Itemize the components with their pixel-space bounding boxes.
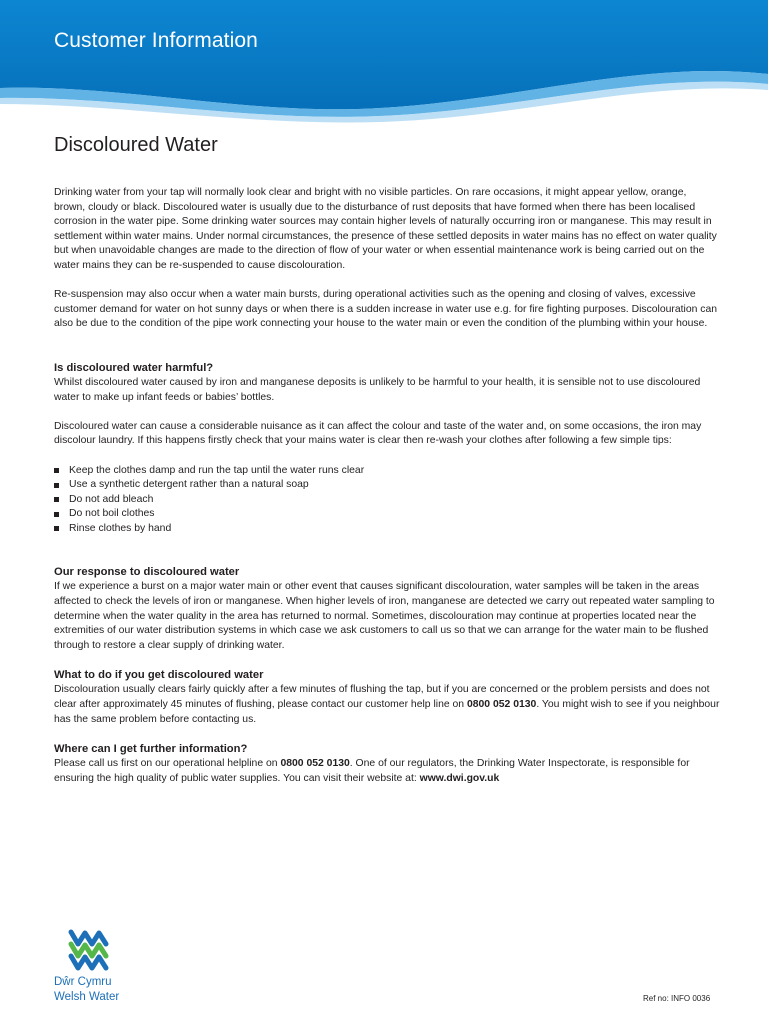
intro-paragraph-1: Drinking water from your tap will normally look clear and bright with no visible particles. On rare occasions, it might appear yellow, orange, brown, cloudy or black. Discoloured water is usually due to the disturbance of rust deposits that have formed when there has been localised corrosion in the water pipe. Some drinking water sources may contain higher levels of naturally occurring iron or manganese. This may result in settlement within water mains. Under normal circumstances, the presence of these settled deposits in water mains has no effect on water quality but when unavoidable changes are made to the direction of flow of your water or when essential maintenance work is being carried out on the water mains they can be re-suspended to cause discolouration.: [54, 187, 717, 271]
document-body: [54, 186, 720, 801]
helpline-phone: 0800 052 0130: [466, 699, 537, 711]
tip-item: Use a synthetic detergent rather than a natural soap: [54, 478, 720, 493]
harmful-paragraph-2: Discoloured water can cause a considerable nuisance as it can affect the colour and taste of the water and, on some occasions, the iron may discolour laundry. If this happens firstly check that your mains water is clear then re-wash your clothes after following a few simple tips:: [54, 420, 702, 447]
wave-banner: [0, 0, 768, 125]
further-info-paragraph: Please call us first on our operational helpline on 0800 052 0130. One of our regulators, the Drinking Water Inspectorate, is responsible for ensuring the high quality of public water supplies. You can visit their website at: www.dwi.gov.uk: [54, 758, 690, 784]
tip-item: Rinse clothes by hand: [54, 522, 720, 537]
tip-item: Do not add bleach: [54, 493, 720, 508]
harmful-heading: Is discoloured water harmful?: [54, 361, 214, 374]
section-what-to-do: [54, 668, 720, 727]
header-title: Customer Information: [54, 29, 258, 52]
welsh-water-logo: [54, 928, 144, 1010]
section-further-info: [54, 742, 720, 786]
header-banner: [0, 0, 768, 125]
what-to-do-heading: What to do if you get discoloured water: [54, 669, 264, 682]
page-title: Discoloured Water: [54, 134, 218, 156]
intro-paragraph-2: Re-suspension may also occur when a water main bursts, during operational activities such as the opening and closing of valves, excessive customer demand for water on hot sunny days or when there is a sudden increase in water use e.g. for fire fighting purposes. Discolouration can also be due to the condition of the pipe work connecting your house to the water main or even the condition of the plumbing within your house.: [54, 289, 718, 330]
water-waves-icon: [68, 928, 110, 972]
further-info-heading: Where can I get further information?: [54, 743, 248, 756]
tip-item: Keep the clothes damp and run the tap until the water runs clear: [54, 464, 720, 479]
what-to-do-paragraph: Discolouration usually clears fairly quickly after a few minutes of flushing the tap, but if you are concerned or the problem persists and does not clear after approximately 45 minutes of flushing, please contact our customer help line on 0800 052 0130. You might wish to see if you neighbour has the same problem before contacting us.: [54, 684, 720, 725]
logo-english-name: Welsh Water: [54, 991, 120, 1003]
response-heading: Our response to discoloured water: [54, 566, 240, 579]
section-harmful: [54, 361, 720, 537]
operational-phone: 0800 052 0130: [280, 758, 350, 770]
response-paragraph: If we experience a burst on a major water main or other event that causes significant discolouration, water samples will be taken in the areas affected to check the levels of iron or manganese. When higher levels of iron, manganese are detected we carry out repeated water sampling to determine when the water quality in the area has returned to normal. Sometimes, discolouration may continue at properties located near the extremities of our water distribution systems in which case we ask customers to call us so that we can arrange for the water main to be flushed through to restore a clear supply of drinking water.: [54, 581, 715, 651]
tip-item: Do not boil clothes: [54, 507, 720, 522]
section-response: [54, 565, 720, 653]
dwi-website-link[interactable]: www.dwi.gov.uk: [419, 772, 500, 784]
harmful-paragraph-1: Whilst discoloured water caused by iron and manganese deposits is unlikely to be harmful to your health, it is sensible not to use discoloured water to make up infant feeds or babies’ bottles.: [54, 376, 701, 403]
reference-number: Ref no: INFO 0036: [643, 994, 711, 1003]
logo-welsh-name: Dŵr Cymru: [54, 976, 112, 988]
tips-list: [54, 464, 720, 537]
